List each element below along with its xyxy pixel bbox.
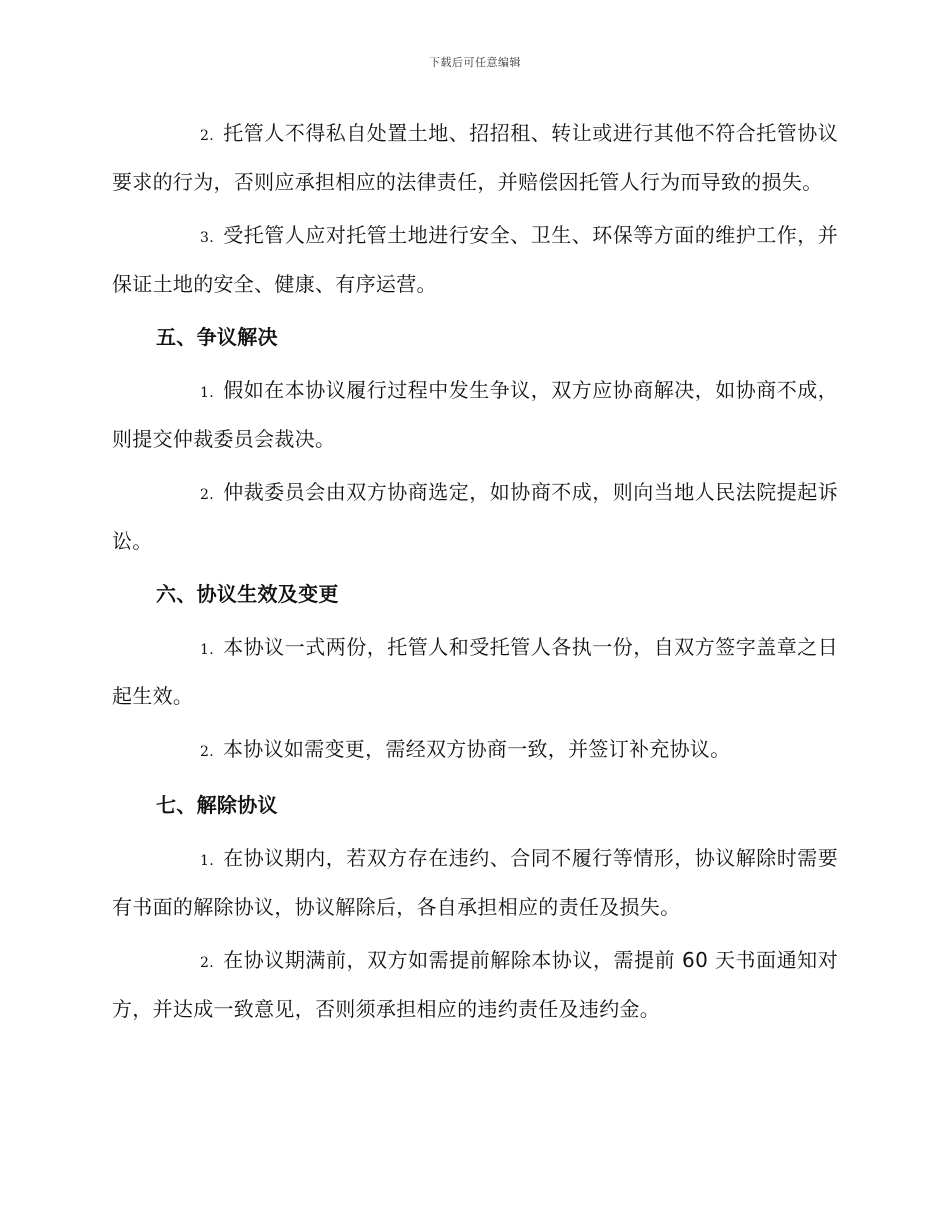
clause-text: 托管人不得私自处置土地、招招租、转让或进行其他不符合托管协议要求的行为，否则应承担相应的法律责任，并赔偿因托管人行为而导致的损失。 — [112, 121, 838, 194]
clause-text: 假如在本协议履行过程中发生争议，双方应协商解决，如协商不成，则提交仲裁委员会裁决。 — [112, 378, 838, 451]
clause-item — [112, 835, 838, 930]
clause-item — [112, 110, 838, 205]
clause-number: 1. — [200, 642, 214, 658]
clause-text: 仲裁委员会由双方协商选定，如协商不成，则向当地人民法院提起诉讼。 — [112, 480, 838, 553]
clause-item — [112, 937, 838, 1032]
clause-number: 1. — [200, 853, 214, 869]
clause-item — [112, 624, 838, 719]
clause-text: 本协议一式两份，托管人和受托管人各执一份，自双方签字盖章之日起生效。 — [112, 635, 838, 708]
clause-number: 2. — [200, 128, 214, 144]
section-heading: 六、协议生效及变更 — [156, 582, 339, 606]
header-note: 下载后可任意编辑 — [429, 56, 521, 69]
section-heading: 七、解除协议 — [156, 793, 278, 817]
clause-item — [112, 726, 838, 775]
section-heading: 五、争议解决 — [156, 325, 278, 349]
clause-text: 受托管人应对托管土地进行安全、卫生、环保等方面的维护工作，并保证土地的安全、健康、有序运营。 — [112, 223, 838, 296]
clause-number: 2. — [200, 487, 214, 503]
clause-item — [112, 367, 838, 462]
clause-number: 3. — [200, 230, 214, 246]
clause-number: 2. — [200, 955, 214, 971]
document-body — [112, 110, 838, 1039]
clause-text: 在协议期满前，双方如需提前解除本协议，需提前 60 天书面通知对方，并达成一致意见，否则须承担相应的违约责任及违约金。 — [112, 948, 838, 1021]
clause-number: 1. — [200, 385, 214, 401]
clause-item — [112, 469, 838, 564]
clause-number: 2. — [200, 744, 214, 760]
clause-text: 本协议如需变更，需经双方协商一致，并签订补充协议。 — [223, 737, 731, 761]
clause-item — [112, 212, 838, 307]
clause-text: 在协议期内，若双方存在违约、合同不履行等情形，协议解除时需要有书面的解除协议，协议解除后，各自承担相应的责任及损失。 — [112, 846, 838, 919]
